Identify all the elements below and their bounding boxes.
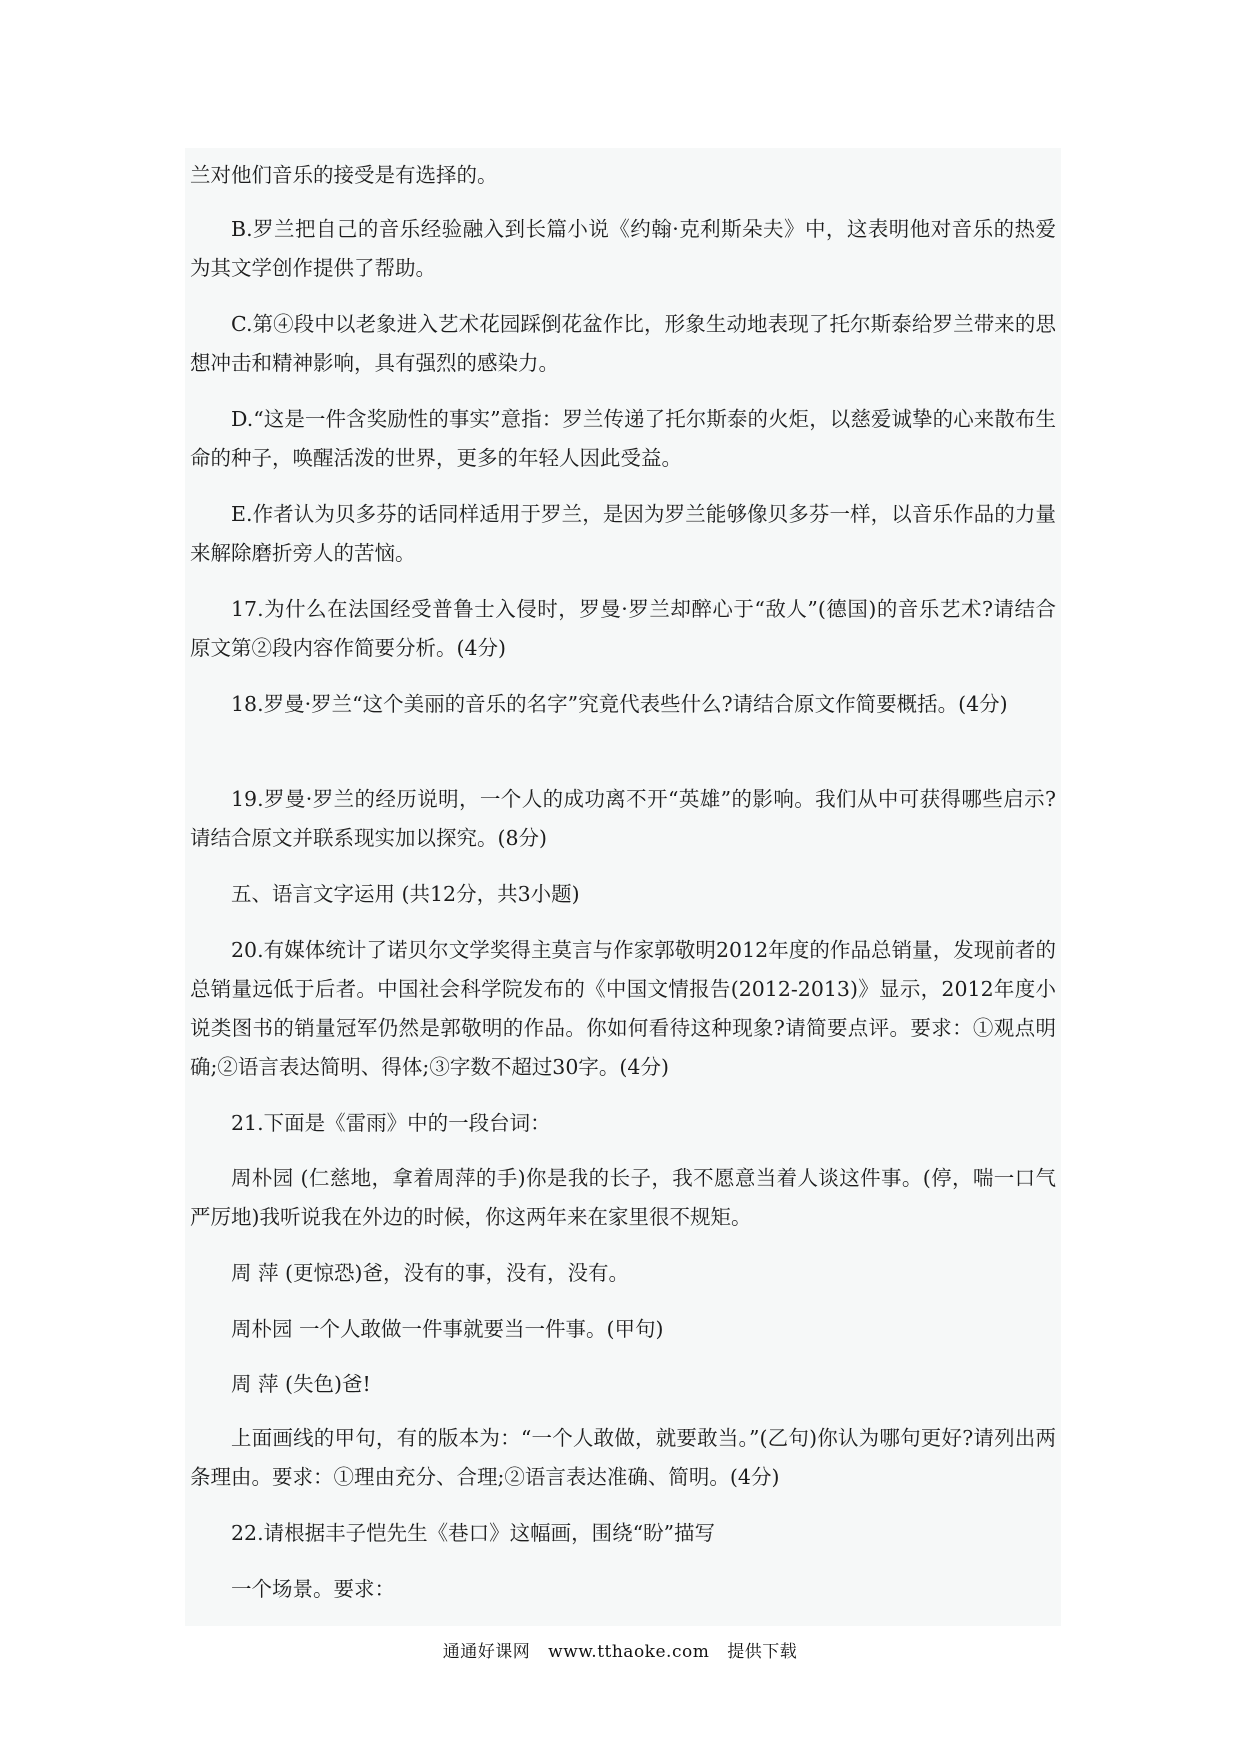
dialogue-line-1: 周朴园 (仁慈地，拿着周萍的手)你是我的长子，我不愿意当着人谈这件事。(停，喘一口气严厉地)我听说我在外边的时候，你这两年来在家里很不规矩。 (190, 1166, 1056, 1229)
dialogue-line-2: 周 萍 (更惊恐)爸，没有的事，没有，没有。 (231, 1261, 630, 1285)
option-d: D.“这是一件含奖励性的事实”意指：罗兰传递了托尔斯泰的火炬，以慈爱诚挚的心来散布生命的种子，唤醒活泼的世界，更多的年轻人因此受益。 (190, 407, 1056, 470)
question-19: 19.罗曼·罗兰的经历说明，一个人的成功离不开“英雄”的影响。我们从中可获得哪些启示?请结合原文并联系现实加以探究。(8分) (190, 787, 1056, 850)
question-22-continued: 一个场景。要求： (231, 1577, 395, 1601)
footer-suffix: 提供下载 (727, 1642, 798, 1662)
footer-url: www.tthaoke.com (548, 1642, 710, 1662)
page-footer (0, 1637, 1240, 1662)
option-c: C.第④段中以老象进入艺术花园踩倒花盆作比，形象生动地表现了托尔斯泰给罗兰带来的思想冲击和精神影响，具有强烈的感染力。 (190, 312, 1056, 375)
question-20: 20.有媒体统计了诺贝尔文学奖得主莫言与作家郭敬明2012年度的作品总销量，发现前者的总销量远低于后者。中国社会科学院发布的《中国文情报告(2012-2013)》显示，2012年度小说类图书的销量冠军仍然是郭敬明的作品。你如何看待这种现象?请简要点评。要求：①观点明确;②语言表达简明、得体;③字数不超过30字。(4分) (190, 938, 1056, 1079)
question-18: 18.罗曼·罗兰“这个美丽的音乐的名字”究竟代表些什么?请结合原文作简要概括。(4分) (231, 692, 1008, 716)
dialogue-line-3: 周朴园 一个人敢做一件事就要当一件事。(甲句) (231, 1317, 664, 1341)
question-21: 21.下面是《雷雨》中的一段台词： (231, 1111, 551, 1135)
section-heading: 五、语言文字运用 (共12分，共3小题) (231, 882, 580, 906)
option-b: B.罗兰把自己的音乐经验融入到长篇小说《约翰·克利斯朵夫》中，这表明他对音乐的热爱为其文学创作提供了帮助。 (190, 217, 1056, 280)
question-21-prompt: 上面画线的甲句，有的版本为：“一个人敢做，就要敢当。”(乙句)你认为哪句更好?请列出两条理由。要求：①理由充分、合理;②语言表达准确、简明。(4分) (190, 1426, 1056, 1489)
option-e: E.作者认为贝多芬的话同样适用于罗兰，是因为罗兰能够像贝多芬一样，以音乐作品的力量来解除磨折旁人的苦恼。 (190, 502, 1056, 565)
paragraph-continuation: 兰对他们音乐的接受是有选择的。 (190, 163, 498, 187)
question-22: 22.请根据丰子恺先生《巷口》这幅画，围绕“盼”描写 (231, 1521, 716, 1545)
footer-site-name: 通通好课网 (442, 1642, 531, 1662)
dialogue-line-4: 周 萍 (失色)爸! (231, 1372, 371, 1396)
question-17: 17.为什么在法国经受普鲁士入侵时，罗曼·罗兰却醉心于“敌人”(德国)的音乐艺术?请结合原文第②段内容作简要分析。(4分) (190, 597, 1056, 660)
